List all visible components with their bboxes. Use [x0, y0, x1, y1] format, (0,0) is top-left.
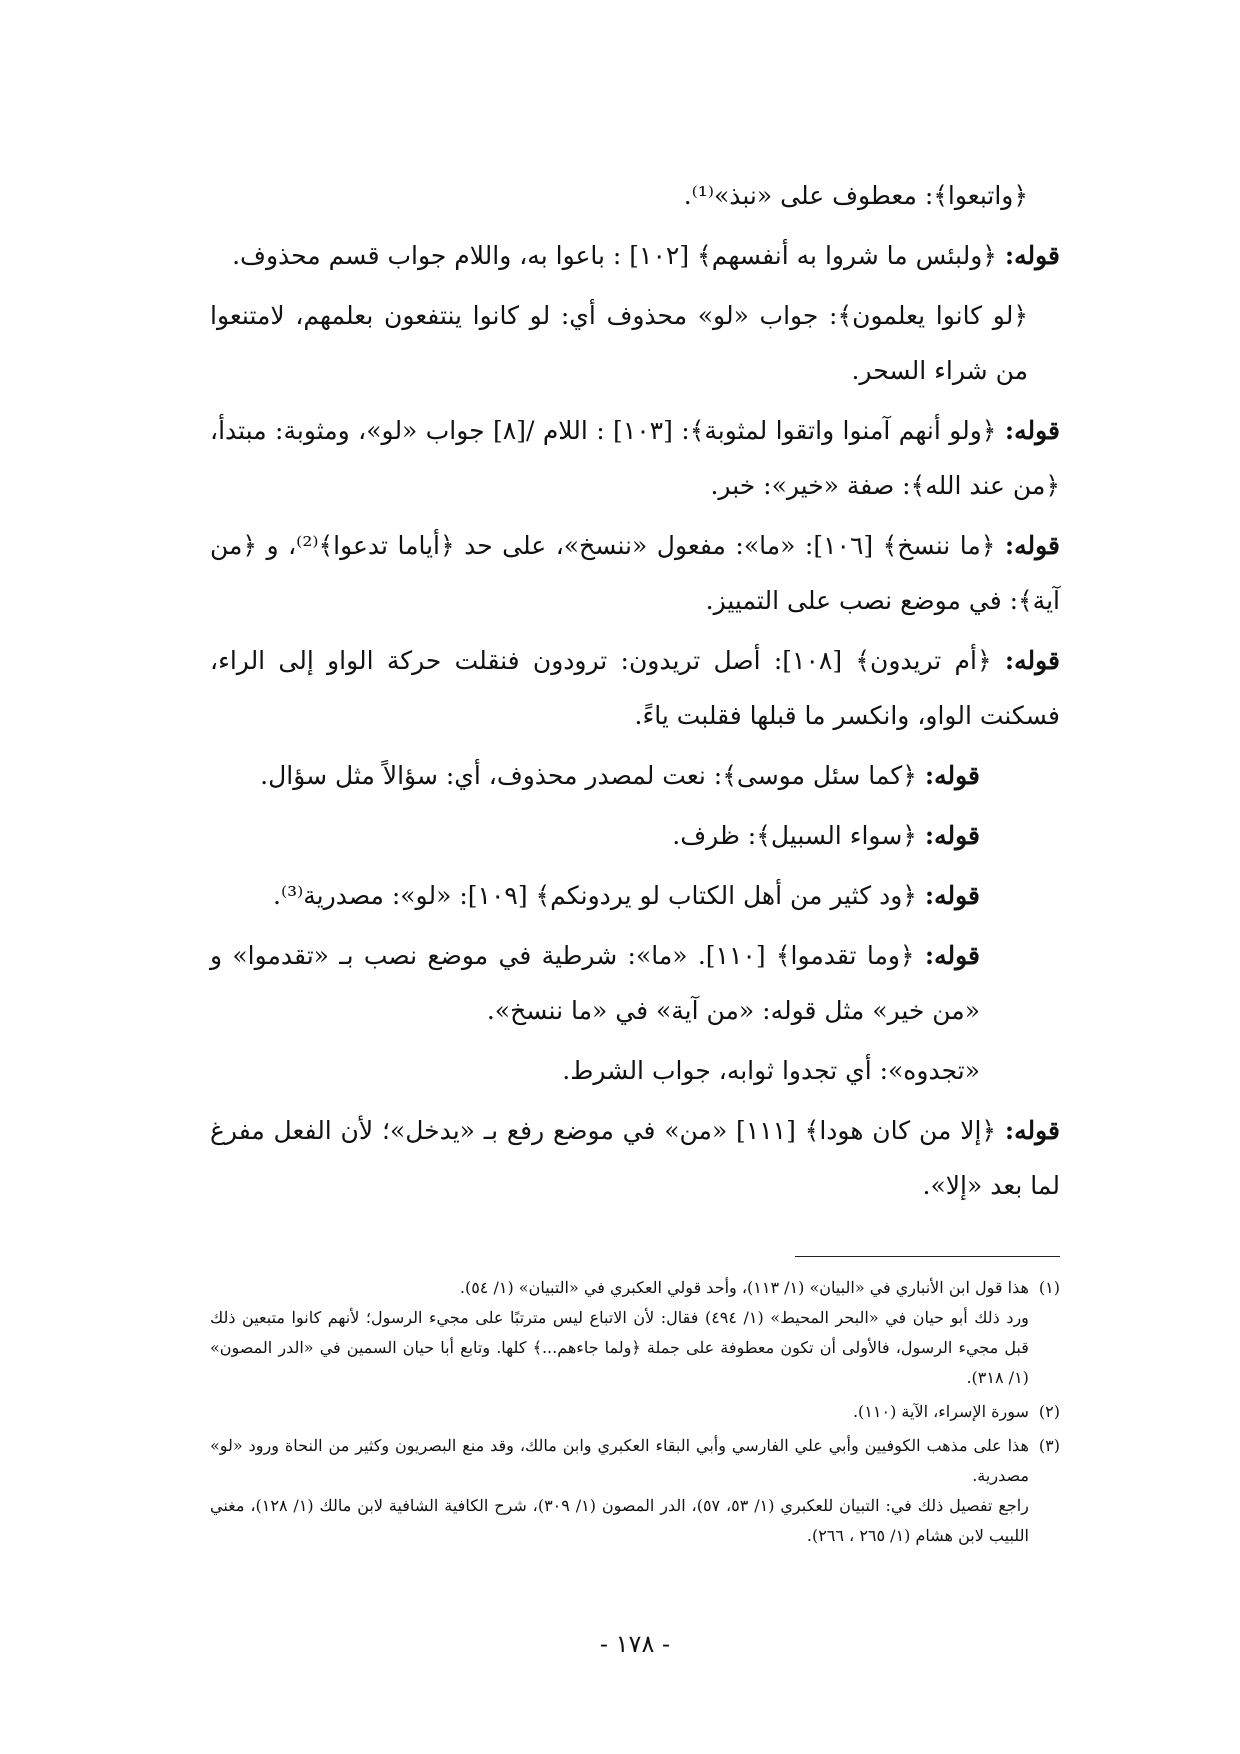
- paragraph-label: قوله:: [924, 941, 980, 970]
- footnote-body: [210, 1273, 1029, 1393]
- paragraph-label: قوله:: [1004, 416, 1061, 445]
- paragraph-text: ﴿سواء السبيل﴾: ظرف.: [672, 821, 917, 850]
- footnote-number: (٣): [1038, 1436, 1060, 1455]
- footnote-body: [210, 1431, 1029, 1551]
- paragraph-label: قوله:: [1004, 646, 1060, 675]
- footnote-line: راجع تفصيل ذلك في: التبيان للعكبري (١/ ٥٣، ٥٧)، الدر المصون (١/ ٣٠٩)، شرح الكافية الشافية لابن مالك (١/ ١٢٨)، مغني اللبيب لابن هشام (١/ ٢٦٥ ، ٢٦٦).: [210, 1496, 1029, 1545]
- paragraph-text: ﴿ما ننسخ﴾ [١٠٦]: «ما»: مفعول «ننسخ»، على حد ﴿أياما تدعوا﴾⁽²⁾، و ﴿من آية﴾: في موضع نصب على التمييز.: [210, 531, 1060, 615]
- paragraph-text: ﴿ولو أنهم آمنوا واتقوا لمثوبة﴾: [١٠٣] : اللام /[٨] جواب «لو»، ومثوبة: مبتدأ، ﴿من عند الله﴾: صفة «خير»: خبر.: [210, 416, 1060, 500]
- paragraph-label: قوله:: [924, 881, 980, 910]
- paragraph-2: [210, 228, 1060, 283]
- footnote-number: (١): [1038, 1278, 1060, 1297]
- paragraph-12: [210, 1103, 1060, 1213]
- footnote-3: [210, 1431, 1060, 1551]
- paragraph-text: ﴿لو كانوا يعلمون﴾: جواب «لو» محذوف أي: لو كانوا ينتفعون بعلمهم، لامتنعوا من شراء السحر.: [210, 301, 1028, 385]
- paragraph-5: [210, 518, 1060, 628]
- main-text: [210, 168, 1060, 1213]
- paragraph-1: [210, 168, 1060, 223]
- book-page: [210, 168, 1060, 1668]
- paragraph-text: ﴿أم تريدون﴾ [١٠٨]: أصل تريدون: ترودون فنقلت حركة الواو إلى الراء، فسكنت الواو، وانكسر ما قبلها فقلبت ياءً.: [210, 646, 1060, 730]
- footnote-line: هذا على مذهب الكوفيين وأبي علي الفارسي وأبي البقاء العكبري وابن مالك، وقد منع البصريون وكثير من النحاة ورود «لو» مصدرية.: [210, 1436, 1029, 1485]
- paragraph-6: [210, 633, 1060, 743]
- paragraph-text: ﴿واتبعوا﴾: معطوف على «نبذ»⁽¹⁾.: [683, 181, 1028, 210]
- paragraph-label: قوله:: [924, 761, 980, 790]
- paragraph-text: ﴿إلا من كان هودا﴾ [١١١] «من» في موضع رفع بـ «يدخل»؛ لأن الفعل مفرغ لما بعد «إلا».: [210, 1116, 1060, 1200]
- paragraph-4: [210, 403, 1060, 513]
- paragraph-label: قوله:: [924, 821, 980, 850]
- paragraph-text: ﴿وما تقدموا﴾ [١١٠]. «ما»: شرطية في موضع نصب بـ «تقدموا» و «من خير» مثل قوله: «من آية» في «ما ننسخ».: [210, 941, 980, 1025]
- paragraph-label: قوله:: [1004, 531, 1060, 560]
- paragraph-text: ﴿ولبئس ما شروا به أنفسهم﴾ [١٠٢] : باعوا به، واللام جواب قسم محذوف.: [232, 241, 997, 270]
- paragraph-9: [210, 868, 1060, 923]
- paragraph-8: [210, 808, 1060, 863]
- paragraph-11: [210, 1043, 1060, 1098]
- page-number: - ١٧٨ -: [599, 1630, 671, 1658]
- footnote-number: (٢): [1038, 1402, 1060, 1421]
- paragraph-label: قوله:: [1004, 1116, 1060, 1145]
- footnote-body: [210, 1397, 1029, 1427]
- paragraph-label: قوله:: [1004, 241, 1060, 270]
- paragraph-7: [210, 748, 1060, 803]
- footnote-2: [210, 1397, 1060, 1427]
- footnote-divider: [795, 1256, 1060, 1257]
- paragraph-3: [210, 288, 1060, 398]
- paragraph-text: ﴿ود كثير من أهل الكتاب لو يردونكم﴾ [١٠٩]: «لو»: مصدرية⁽³⁾.: [273, 881, 917, 910]
- paragraph-text: ﴿كما سئل موسى﴾: نعت لمصدر محذوف، أي: سؤالاً مثل سؤال.: [260, 761, 917, 790]
- footnotes: [210, 1273, 1060, 1555]
- footnote-1: [210, 1273, 1060, 1393]
- footnote-line: سورة الإسراء، الآية (١١٠).: [852, 1402, 1029, 1421]
- paragraph-10: [210, 928, 1060, 1038]
- paragraph-text: «تجدوه»: أي تجدوا ثوابه، جواب الشرط.: [562, 1056, 980, 1085]
- footnote-line: هذا قول ابن الأنباري في «البيان» (١/ ١١٣)، وأحد قولي العكبري في «التبيان» (١/ ٥٤).: [459, 1278, 1029, 1297]
- footnote-line: ورد ذلك أبو حيان في «البحر المحيط» (١/ ٤٩٤) فقال: لأن الاتباع ليس مترتبًا على مجيء الرسول؛ لأنهم كانوا متبعين ذلك قبل مجيء الرسول، فالأولى أن تكون معطوفة على جملة ﴿ولما جاءهم...﴾ كلها. وتابع أبا حيان السمين في «الدر المصون» (١/ ٣١٨).: [210, 1308, 1029, 1387]
